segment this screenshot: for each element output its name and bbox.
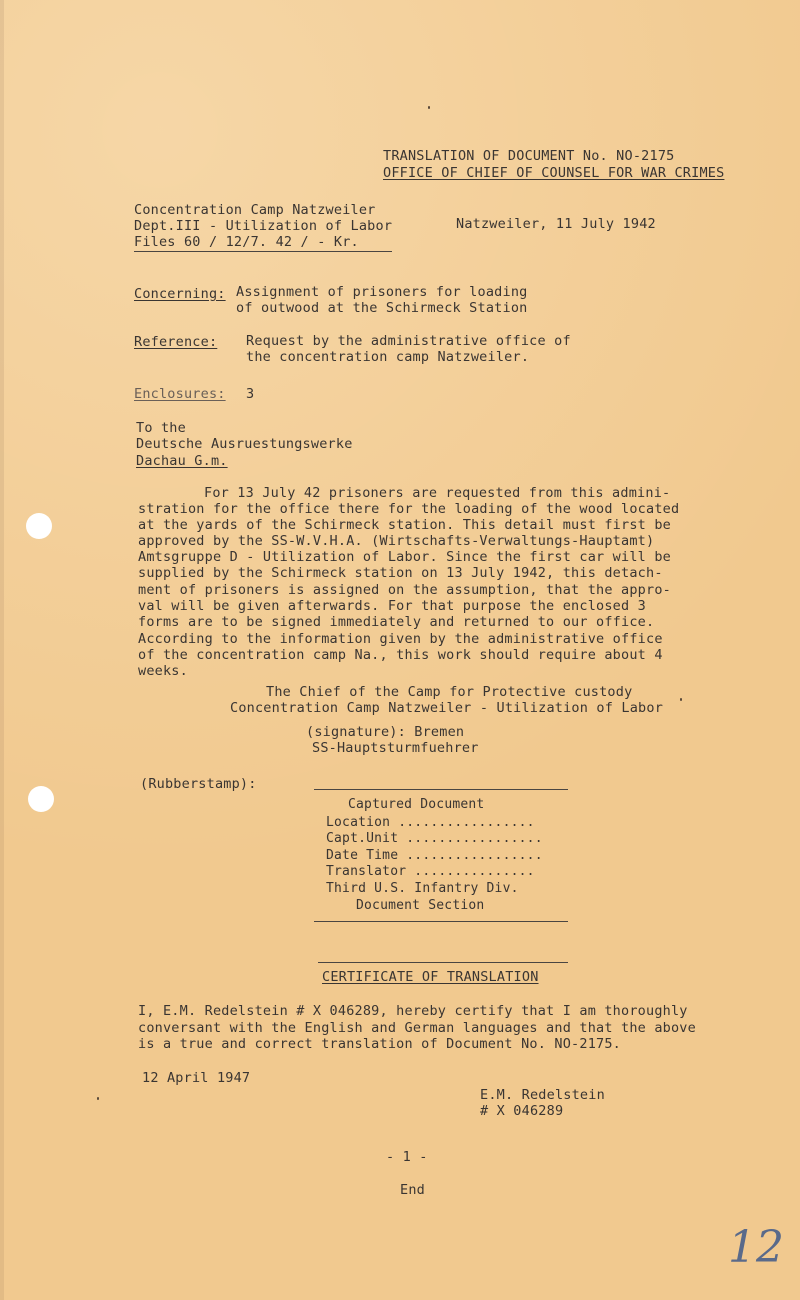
stamp-division: Third U.S. Infantry Div. xyxy=(326,881,519,896)
place-date: Natzweiler, 11 July 1942 xyxy=(456,216,656,232)
paper-speck xyxy=(97,1097,99,1100)
enclosures-value: 3 xyxy=(246,386,255,402)
certificate-date: 12 April 1947 xyxy=(142,1070,251,1086)
translation-header: TRANSLATION OF DOCUMENT No. NO-2175 xyxy=(383,148,675,164)
letterhead-files: Files 60 / 12/7. 42 / - Kr. xyxy=(134,234,359,250)
enclosures-label: Enclosures: xyxy=(134,386,226,402)
stamp-title: Captured Document xyxy=(348,797,485,812)
letterhead-camp: Concentration Camp Natzweiler xyxy=(134,202,376,218)
concerning-line1: Assignment of prisoners for loading xyxy=(236,284,528,300)
certificate-signer-name: E.M. Redelstein xyxy=(480,1087,605,1103)
reference-line2: the concentration camp Natzweiler. xyxy=(246,349,530,365)
body-line: at the yards of the Schirmeck station. This detail must first be xyxy=(138,517,671,533)
files-underline xyxy=(134,251,392,252)
addressee-line3: Dachau G.m. xyxy=(136,453,228,469)
certificate-line1: I, E.M. Redelstein # X 046289, hereby certify that I am thoroughly xyxy=(138,1003,688,1019)
paper-speck xyxy=(680,698,682,701)
body-line: approved by the SS-W.V.H.A. (Wirtschafts-Verwaltungs-Hauptamt) xyxy=(138,533,655,549)
certificate-title: CERTIFICATE OF TRANSLATION xyxy=(322,969,539,985)
office-header: OFFICE OF CHIEF OF COUNSEL FOR WAR CRIMES xyxy=(383,165,725,181)
addressee-line1: To the xyxy=(136,420,186,436)
stamp-bottom-rule xyxy=(314,921,568,922)
body-line: of the concentration camp Na., this work should require about 4 xyxy=(138,647,663,663)
concerning-label: Concerning: xyxy=(134,286,226,302)
page-edge xyxy=(0,0,4,1300)
signature-rank: SS-Hauptsturmfuehrer xyxy=(312,740,479,756)
binder-hole-top xyxy=(26,513,52,539)
body-line: ment of prisoners is assigned on the assumption, that the appro- xyxy=(138,582,671,598)
body-line: weeks. xyxy=(138,663,188,679)
reference-label: Reference: xyxy=(134,334,218,350)
stamp-location: Location ................. xyxy=(326,815,535,830)
rubberstamp-label: (Rubberstamp): xyxy=(140,776,257,792)
paper-speck xyxy=(428,106,430,109)
body-line: forms are to be signed immediately and returned to our office. xyxy=(138,614,655,630)
certificate-top-rule xyxy=(318,962,568,963)
body-line: supplied by the Schirmeck station on 13 July 1942, this detach- xyxy=(138,565,663,581)
signature-org: Concentration Camp Natzweiler - Utilization of Labor xyxy=(230,700,664,716)
signature-title: The Chief of the Camp for Protective custody xyxy=(266,684,633,700)
page-number: - 1 - xyxy=(386,1149,428,1165)
body-line: stration for the office there for the loading of the wood located xyxy=(138,501,680,517)
stamp-translator: Translator ............... xyxy=(326,864,535,879)
signature-name: (signature): Bremen xyxy=(306,724,465,740)
letterhead-dept: Dept.III - Utilization of Labor xyxy=(134,218,393,234)
reference-line1: Request by the administrative office of xyxy=(246,333,571,349)
body-line: Amtsgruppe D - Utilization of Labor. Since the first car will be xyxy=(138,549,671,565)
certificate-line3: is a true and correct translation of Document No. NO-2175. xyxy=(138,1036,622,1052)
stamp-capt-unit: Capt.Unit ................. xyxy=(326,831,543,846)
handwritten-page-number: 12 xyxy=(728,1222,784,1273)
stamp-section: Document Section xyxy=(356,898,485,913)
body-line: According to the information given by the administrative office xyxy=(138,631,663,647)
certificate-line2: conversant with the English and German languages and that the above xyxy=(138,1020,696,1036)
body-line: For 13 July 42 prisoners are requested from this admini- xyxy=(204,485,671,501)
stamp-date-time: Date Time ................. xyxy=(326,848,543,863)
concerning-line2: of outwood at the Schirmeck Station xyxy=(236,300,528,316)
binder-hole-bottom xyxy=(28,786,54,812)
body-line: val will be given afterwards. For that purpose the enclosed 3 xyxy=(138,598,646,614)
end-marker: End xyxy=(400,1182,425,1198)
stamp-top-rule xyxy=(314,789,568,790)
certificate-signer-id: # X 046289 xyxy=(480,1103,564,1119)
addressee-line2: Deutsche Ausruestungswerke xyxy=(136,436,353,452)
